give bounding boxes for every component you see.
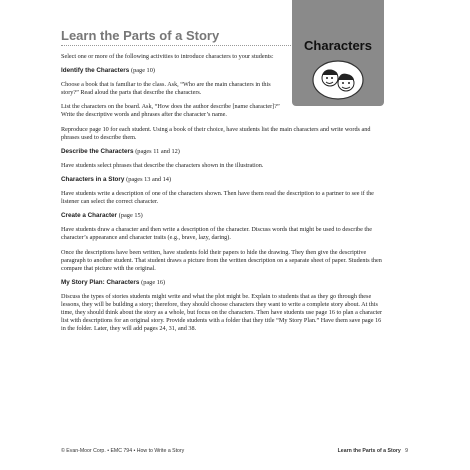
- section-paragraph: Have students select phrases that describe the characters shown in the illustration.: [61, 161, 264, 169]
- section-heading: [61, 148, 383, 156]
- intro-text: Select one or more of the following activities to introduce characters to your students:: [61, 53, 274, 60]
- heading-text: Create a Character: [61, 212, 118, 220]
- page-footer: [61, 448, 408, 454]
- section-characters-in-story: [61, 176, 383, 206]
- section-paragraph: List the characters on the board. Ask, “How does the author describe [name character]?” Write the descriptive words and phrases after the character’s name.: [61, 103, 280, 119]
- section-paragraph: Have students draw a character and then write a description of the character. Discuss words that might be used to describe the character’s appearance and character traits (e.g., brave, lazy, daring).: [61, 226, 372, 242]
- footer-title: Learn the Parts of a Story: [337, 448, 401, 454]
- tab-label: Characters: [304, 38, 372, 53]
- section-paragraph: Reproduce page 10 for each student. Using a book of their choice, have students list the main characters and write words and phrases used to describe them.: [61, 125, 371, 141]
- footer-credit: © Evan-Moor Corp. • EMC 794 • How to Write a Story: [61, 448, 185, 454]
- page-reference: (pages 13 and 14): [126, 175, 172, 183]
- section-paragraph: Choose a book that is familiar to the class. Ask, “Who are the main characters in this story?” Read aloud the parts that describe the characters.: [61, 81, 271, 97]
- section-story-plan: [61, 279, 383, 334]
- section-paragraph: Discuss the types of stories students might write and what the plot might be. Explain to students that as they go through these lessons, they will be building a story; therefore, they should choose characters they want to write a complete story about. At this time, they should think about the story as a whole, but focus on the characters. Then have students use page 16 to plan a character list with descriptions for an original story. Provide students with a folder that they title “My Story Plan.” Have them save page 16 in the folder. Later, they will add pages 24, 31, and 38.: [61, 292, 383, 333]
- main-content: [61, 53, 383, 339]
- page-reference: (page 10): [131, 67, 155, 75]
- page-reference: (page 16): [141, 278, 166, 286]
- title-divider: [61, 45, 293, 46]
- heading-text: My Story Plan: Characters: [61, 278, 140, 286]
- heading-text: Describe the Characters: [61, 147, 134, 155]
- section-create-character: [61, 212, 383, 273]
- section-describe-characters: [61, 148, 383, 170]
- heading-text: Characters in a Story: [61, 175, 125, 183]
- section-heading: [61, 67, 383, 75]
- section-heading: [61, 279, 383, 287]
- section-heading: [61, 212, 383, 220]
- section-paragraph: Have students write a description of one of the characters shown. Then have them read the description to a partner to see if the listener can select the correct character.: [61, 190, 374, 206]
- section-paragraph: Once the descriptions have been written, have students fold their papers to hide the drawing. They then give the descriptive paragraph to another student. That student draws a picture from the written description on a separate sheet of paper. Students then compare that picture with the original.: [61, 248, 382, 272]
- page-reference: (page 15): [118, 212, 143, 220]
- section-identify-characters: [61, 67, 383, 142]
- page-reference: (pages 11 and 12): [135, 147, 180, 155]
- heading-text: Identify the Characters: [61, 67, 130, 75]
- section-heading: [61, 176, 383, 184]
- page-title: Learn the Parts of a Story: [61, 28, 220, 43]
- page-number: 9: [405, 448, 408, 454]
- footer-right: [338, 448, 408, 454]
